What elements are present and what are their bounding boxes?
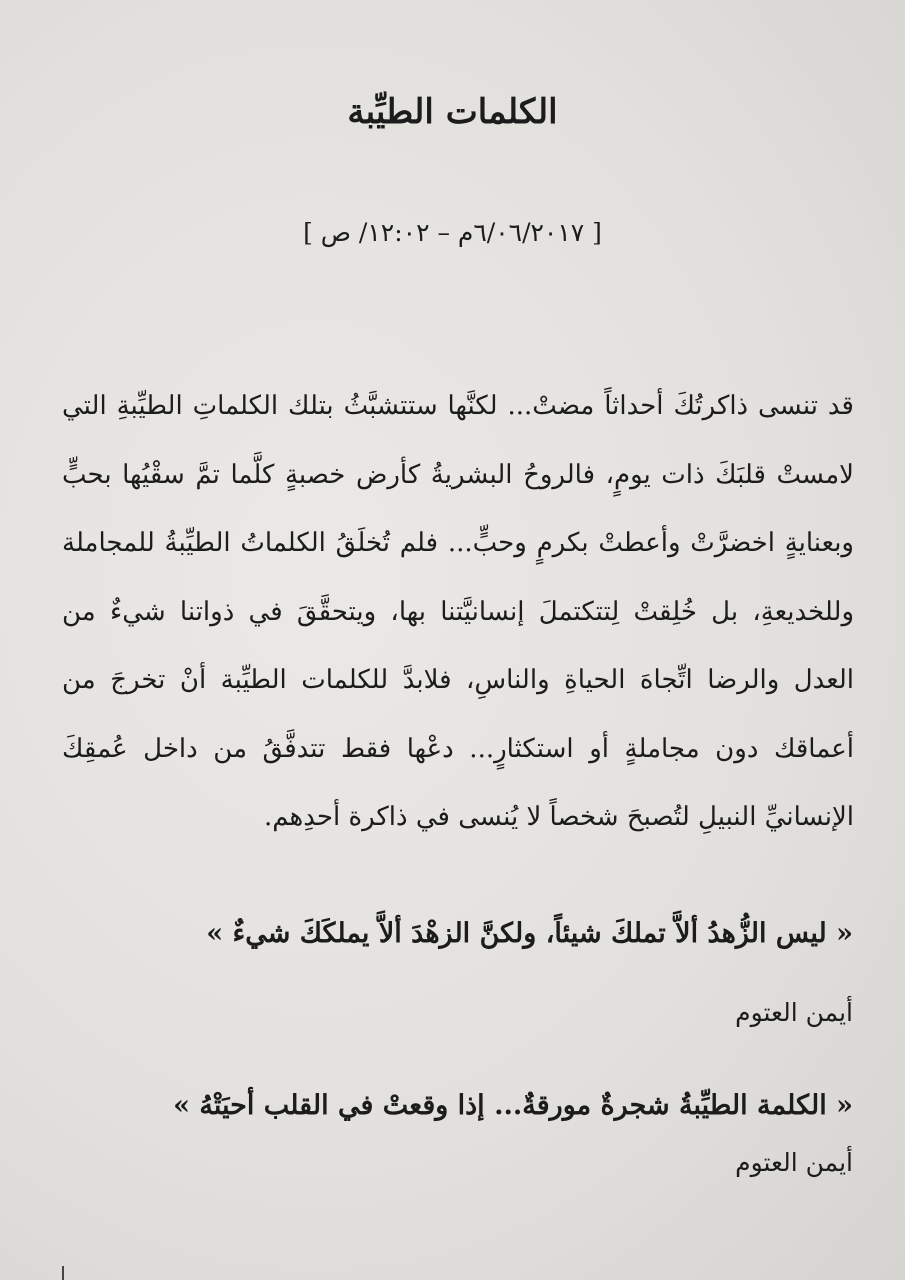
page-title: الكلمات الطيِّبة bbox=[347, 92, 558, 132]
quote-1: « ليس الزُّهدُ ألاَّ تملكَ شيئاً، ولكنَّ الزهْدَ ألاَّ يملكَكَ شيءٌ » bbox=[206, 918, 853, 949]
quote-2-author: أيمن العتوم bbox=[735, 1148, 853, 1177]
quote-1-author: أيمن العتوم bbox=[735, 998, 853, 1027]
page-edge-mark bbox=[62, 1266, 64, 1280]
body-paragraph: قد تنسى ذاكرتُكَ أحداثاً مضتْ... لكنَّها ستتشبَّثُ بتلك الكلماتِ الطيِّبةِ التي لامستْ قلبَكَ ذات يومٍ، فالروحُ البشريةُ كأرض خصبةٍ كلَّما تمَّ سقْيُها بحبٍّ وبعنايةٍ اخضرَّتْ وأعطتْ بكرمٍ وحبٍّ... فلم تُخلَقُ الكلماتُ الطيِّبةُ للمجاملة وللخديعةِ، بل خُلِقتْ لِتتكتملَ إنسانيَّتنا بها، ويتحقَّقَ في ذواتنا شيءٌ من العدل والرضا اتِّجاهَ الحياةِ والناسِ، فلابدَّ للكلمات الطيِّبة أنْ تخرجَ من أعماقك دون مجاملةٍ أو استكثارٍ... دعْها فقط تتدفَّقُ من داخل عُمقِكَ الإنسانيِّ النبيلِ لتُصبحَ شخصاً لا يُنسى في ذاكرة أحدِهم. bbox=[62, 391, 854, 832]
date-line: [ ٦/٠٦/٢٠١٧م – ١٢:٠٢/ ص ] bbox=[303, 218, 602, 247]
quote-2: « الكلمة الطيِّبةُ شجرةٌ مورقةٌ... إذا وقعتْ في القلب أحيَتْهُ » bbox=[173, 1090, 853, 1121]
